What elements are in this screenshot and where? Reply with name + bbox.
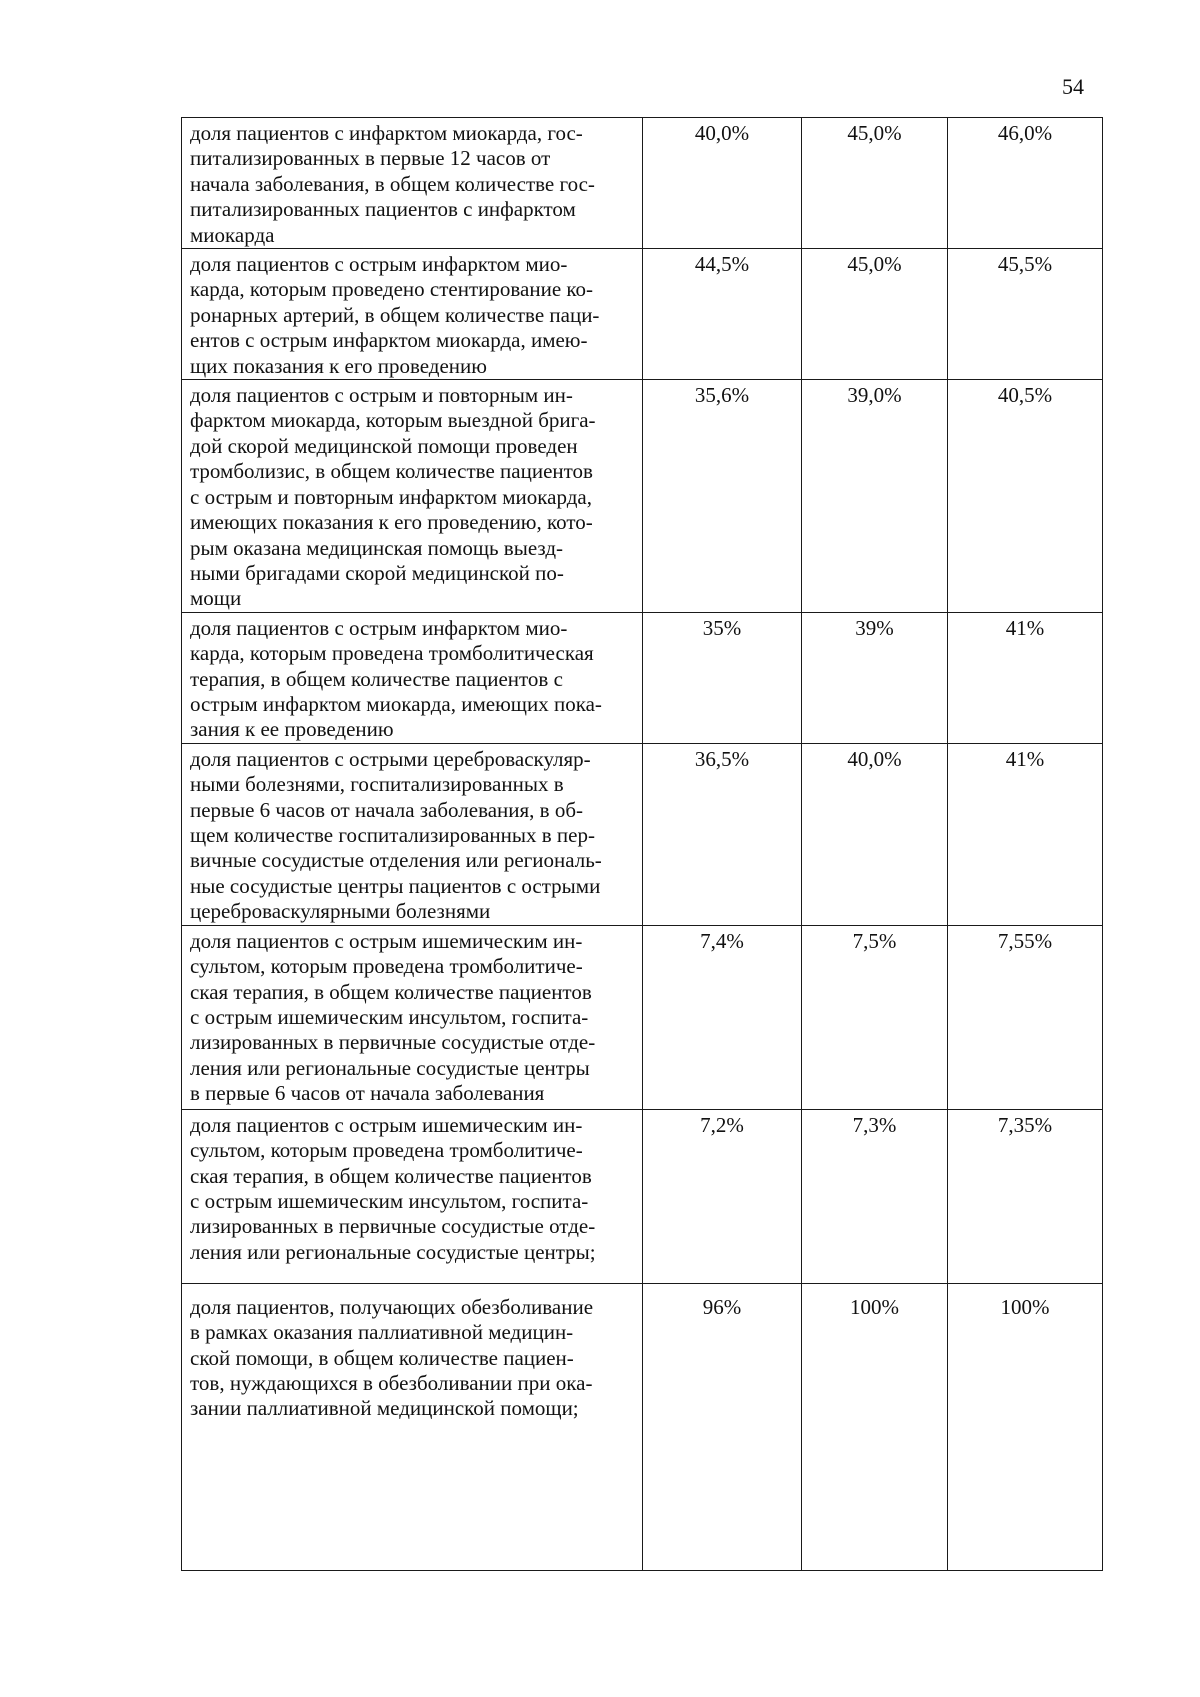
indicator-description: доля пациентов с острым инфарктом мио- карда, которым проведено стентирование ко- ронарных артерий, в общем количестве паци- ентов с острым инфарктом миокарда, имею- щих показания к его проведению	[182, 249, 643, 380]
indicator-description: доля пациентов с острым и повторным ин- фарктом миокарда, которым выездной брига- дой скорой медицинской помощи проведен тромболизис, в общем количестве пациентов с острым и повторным инфарктом миокарда, имеющих показания к его проведению, кото- рым оказана медицинская помощь выезд- ными бригадами скорой медицинской по- мощи	[182, 380, 643, 613]
table-row	[182, 380, 1103, 613]
indicator-value: 41%	[948, 743, 1103, 925]
indicator-description: доля пациентов с острым ишемическим ин- сультом, которым проведена тромболитиче- ская терапия, в общем количестве пациентов с острым ишемическим инсультом, госпита- лизированных в первичные сосудистые отде- ления или региональные сосудистые центры;	[182, 1109, 643, 1283]
indicator-description: доля пациентов с острыми цереброваскуляр- ными болезнями, госпитализированных в первые 6 часов от начала заболевания, в об- щем количестве госпитализированных в пер- вичные сосудистые отделения или региональ- ные сосудистые центры пациентов с острыми цереброваскулярными болезнями	[182, 743, 643, 925]
indicator-value: 7,4%	[643, 925, 802, 1109]
indicator-value: 45,5%	[948, 249, 1103, 380]
indicator-value: 40,0%	[802, 743, 948, 925]
indicator-value: 45,0%	[802, 118, 948, 249]
table-row	[182, 1109, 1103, 1283]
indicator-description: доля пациентов, получающих обезболивание в рамках оказания паллиативной медицин- ской помощи, в общем количестве пациен- тов, нуждающихся в обезболивании при ока- зании паллиативной медицинской помощи;	[182, 1283, 643, 1570]
indicator-value: 44,5%	[643, 249, 802, 380]
indicator-value: 7,35%	[948, 1109, 1103, 1283]
indicator-description: доля пациентов с инфарктом миокарда, гос- питализированных в первые 12 часов от начала заболевания, в общем количестве гос- питализированных пациентов с инфарктом миокарда	[182, 118, 643, 249]
indicators-table	[181, 117, 1103, 1571]
indicator-value: 40,0%	[643, 118, 802, 249]
indicator-value: 46,0%	[948, 118, 1103, 249]
indicator-value: 35,6%	[643, 380, 802, 613]
indicator-description: доля пациентов с острым инфарктом мио- карда, которым проведена тромболитическая терапия, в общем количестве пациентов с острым инфарктом миокарда, имеющих пока- зания к ее проведению	[182, 612, 643, 743]
indicator-value: 40,5%	[948, 380, 1103, 613]
indicator-value: 39,0%	[802, 380, 948, 613]
page-number: 54	[1062, 74, 1084, 99]
table-row	[182, 612, 1103, 743]
indicator-value: 7,55%	[948, 925, 1103, 1109]
table-row	[182, 1283, 1103, 1570]
indicator-value: 100%	[948, 1283, 1103, 1570]
table-row	[182, 249, 1103, 380]
indicator-value: 35%	[643, 612, 802, 743]
indicator-value: 41%	[948, 612, 1103, 743]
indicator-value: 100%	[802, 1283, 948, 1570]
indicator-value: 39%	[802, 612, 948, 743]
table-row	[182, 118, 1103, 249]
indicator-description: доля пациентов с острым ишемическим ин- сультом, которым проведена тромболитиче- ская терапия, в общем количестве пациентов с острым ишемическим инсультом, госпита- лизированных в первичные сосудистые отде- ления или региональные сосудистые центры в первые 6 часов от начала заболевания	[182, 925, 643, 1109]
indicator-value: 36,5%	[643, 743, 802, 925]
indicator-value: 7,2%	[643, 1109, 802, 1283]
indicator-value: 45,0%	[802, 249, 948, 380]
table-row	[182, 925, 1103, 1109]
indicator-value: 7,3%	[802, 1109, 948, 1283]
indicator-value: 96%	[643, 1283, 802, 1570]
indicator-value: 7,5%	[802, 925, 948, 1109]
table-row	[182, 743, 1103, 925]
